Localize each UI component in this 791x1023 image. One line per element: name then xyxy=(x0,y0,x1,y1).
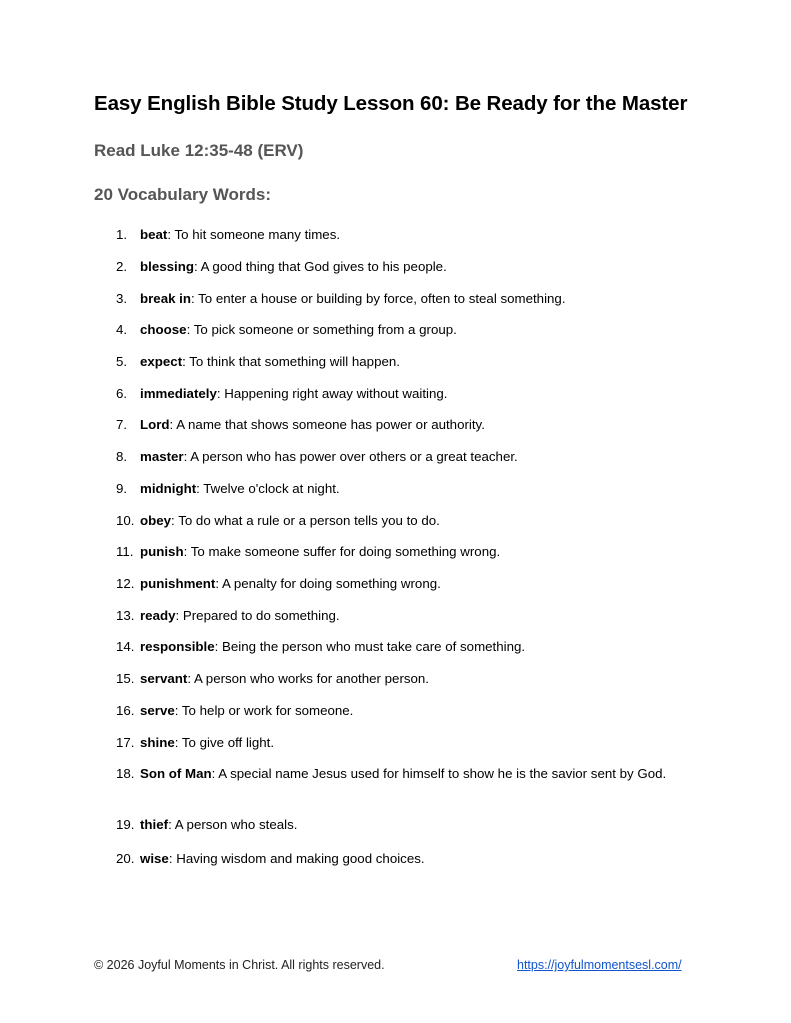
item-number: 8. xyxy=(116,449,128,464)
vocabulary-item xyxy=(116,734,686,752)
item-number: 16. xyxy=(116,703,135,718)
vocabulary-item xyxy=(116,765,686,783)
vocabulary-item xyxy=(116,816,686,834)
vocabulary-item xyxy=(116,638,686,656)
vocabulary-item xyxy=(116,258,686,276)
item-number: 4. xyxy=(116,322,128,337)
item-text xyxy=(140,638,686,656)
vocabulary-definition: : A person who steals. xyxy=(168,817,298,832)
item-number: 5. xyxy=(116,354,128,369)
item-text xyxy=(140,512,686,530)
vocabulary-definition: : A good thing that God gives to his people. xyxy=(193,259,447,274)
vocabulary-definition: : Having wisdom and making good choices. xyxy=(168,851,425,866)
vocabulary-definition: : Prepared to do something. xyxy=(175,608,340,623)
footer-website-link[interactable]: https://joyfulmomentsesl.com/ xyxy=(517,958,682,972)
item-text xyxy=(140,226,686,244)
vocabulary-term: wise xyxy=(140,851,169,866)
vocabulary-term: punish xyxy=(140,544,184,559)
vocabulary-term: beat xyxy=(140,227,168,242)
vocabulary-definition: : A name that shows someone has power or authority. xyxy=(169,417,485,432)
vocabulary-definition: : Twelve o'clock at night. xyxy=(196,481,340,496)
item-text xyxy=(140,448,686,466)
item-number: 15. xyxy=(116,671,135,686)
item-text xyxy=(140,734,686,752)
item-text xyxy=(140,816,686,834)
item-text xyxy=(140,258,686,276)
vocabulary-item xyxy=(116,353,686,371)
item-text xyxy=(140,321,686,339)
vocabulary-item xyxy=(116,448,686,466)
vocabulary-definition: : To make someone suffer for doing something wrong. xyxy=(183,544,501,559)
vocabulary-definition: : A penalty for doing something wrong. xyxy=(215,576,441,591)
vocabulary-definition: : To enter a house or building by force, often to steal something. xyxy=(191,291,566,306)
item-number: 1. xyxy=(116,227,128,242)
item-text xyxy=(140,543,686,561)
item-text xyxy=(140,670,686,688)
vocabulary-term: midnight xyxy=(140,481,197,496)
vocabulary-term: expect xyxy=(140,354,183,369)
vocabulary-item xyxy=(116,543,686,561)
item-number: 13. xyxy=(116,608,135,623)
vocabulary-definition: : To do what a rule or a person tells you to do. xyxy=(171,513,440,528)
item-text xyxy=(140,607,686,625)
vocabulary-definition: : To give off light. xyxy=(174,735,275,750)
vocabulary-item xyxy=(116,702,686,720)
item-number: 19. xyxy=(116,817,135,832)
item-number: 9. xyxy=(116,481,128,496)
vocabulary-term: thief xyxy=(140,817,169,832)
vocabulary-term: Lord xyxy=(140,417,170,432)
vocabulary-term: blessing xyxy=(140,259,194,274)
vocabulary-term: serve xyxy=(140,703,175,718)
vocabulary-definition: : Being the person who must take care of something. xyxy=(214,639,526,654)
vocabulary-item xyxy=(116,385,686,403)
vocabulary-term: shine xyxy=(140,735,175,750)
vocabulary-item xyxy=(116,290,686,308)
footer-copyright: © 2026 Joyful Moments in Christ. All rights reserved. xyxy=(94,958,385,972)
item-number: 2. xyxy=(116,259,128,274)
vocabulary-definition: : A person who has power over others or a great teacher. xyxy=(183,449,518,464)
vocabulary-heading: 20 Vocabulary Words: xyxy=(94,185,271,204)
item-text xyxy=(140,290,686,308)
vocabulary-term: ready xyxy=(140,608,176,623)
item-text xyxy=(140,850,686,868)
item-number: 6. xyxy=(116,386,128,401)
vocabulary-item xyxy=(116,607,686,625)
vocabulary-definition: : A special name Jesus used for himself to show he is the savior sent by God. xyxy=(211,766,667,781)
vocabulary-term: immediately xyxy=(140,386,217,401)
item-text xyxy=(140,385,686,403)
vocabulary-definition: : To pick someone or something from a group. xyxy=(186,322,457,337)
item-text xyxy=(140,480,686,498)
item-number: 20. xyxy=(116,851,135,866)
item-number: 7. xyxy=(116,417,128,432)
item-number: 14. xyxy=(116,639,135,654)
vocabulary-item xyxy=(116,512,686,530)
item-number: 18. xyxy=(116,766,135,781)
vocabulary-definition: : To think that something will happen. xyxy=(182,354,400,369)
vocabulary-term: master xyxy=(140,449,184,464)
vocabulary-item xyxy=(116,226,686,244)
item-text xyxy=(140,353,686,371)
vocabulary-term: choose xyxy=(140,322,187,337)
vocabulary-item xyxy=(116,480,686,498)
vocabulary-term: obey xyxy=(140,513,172,528)
vocabulary-term: servant xyxy=(140,671,188,686)
vocabulary-item xyxy=(116,850,686,868)
vocabulary-item xyxy=(116,321,686,339)
reading-reference: Read Luke 12:35-48 (ERV) xyxy=(94,141,304,160)
item-number: 10. xyxy=(116,513,135,528)
vocabulary-term: punishment xyxy=(140,576,216,591)
item-text xyxy=(140,702,686,720)
item-number: 12. xyxy=(116,576,135,591)
item-number: 3. xyxy=(116,291,128,306)
vocabulary-item xyxy=(116,575,686,593)
item-number: 17. xyxy=(116,735,135,750)
item-text xyxy=(140,765,686,783)
vocabulary-term: break in xyxy=(140,291,191,306)
vocabulary-definition: : To help or work for someone. xyxy=(174,703,354,718)
item-text xyxy=(140,416,686,434)
vocabulary-definition: : Happening right away without waiting. xyxy=(216,386,448,401)
vocabulary-item xyxy=(116,416,686,434)
vocabulary-definition: : A person who works for another person. xyxy=(187,671,430,686)
lesson-title: Easy English Bible Study Lesson 60: Be Ready for the Master xyxy=(94,92,688,115)
vocabulary-term: responsible xyxy=(140,639,215,654)
vocabulary-item xyxy=(116,670,686,688)
vocabulary-term: Son of Man xyxy=(140,766,212,781)
vocabulary-definition: : To hit someone many times. xyxy=(167,227,341,242)
item-number: 11. xyxy=(116,544,134,559)
item-text xyxy=(140,575,686,593)
